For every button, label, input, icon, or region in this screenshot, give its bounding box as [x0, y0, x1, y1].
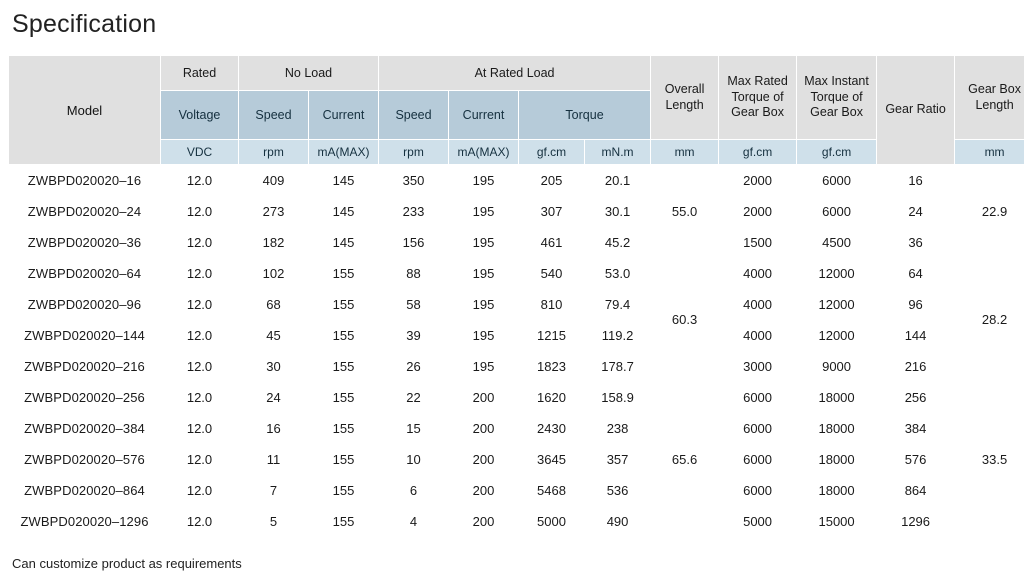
- cell-rated-load-current: 195: [449, 258, 519, 289]
- cell-torque-mnm: 158.9: [585, 382, 651, 413]
- cell-model: ZWBPD020020–1296: [9, 506, 161, 537]
- cell-rated-load-speed: 233: [379, 196, 449, 227]
- cell-torque-gfcm: 307: [519, 196, 585, 227]
- header-row-units: [9, 140, 1024, 165]
- cell-rated-load-speed: 350: [379, 165, 449, 196]
- unit-max-rated-torque: gf.cm: [719, 140, 797, 165]
- cell-max-instant-torque: 6000: [797, 196, 877, 227]
- table-row: [9, 382, 1024, 413]
- table-row: [9, 258, 1024, 289]
- table-body: [9, 165, 1024, 537]
- cell-max-instant-torque: 15000: [797, 506, 877, 537]
- cell-no-load-speed: 102: [239, 258, 309, 289]
- cell-rated-load-current: 200: [449, 506, 519, 537]
- header-no-load: No Load: [239, 56, 379, 91]
- cell-model: ZWBPD020020–256: [9, 382, 161, 413]
- unit-max-instant-torque: gf.cm: [797, 140, 877, 165]
- unit-rated-load-current: mA(MAX): [449, 140, 519, 165]
- cell-max-rated-torque: 4000: [719, 320, 797, 351]
- cell-rated-load-speed: 156: [379, 227, 449, 258]
- cell-rated-load-speed: 39: [379, 320, 449, 351]
- table-row: [9, 506, 1024, 537]
- cell-no-load-speed: 5: [239, 506, 309, 537]
- cell-torque-gfcm: 540: [519, 258, 585, 289]
- cell-voltage: 12.0: [161, 196, 239, 227]
- cell-torque-gfcm: 5000: [519, 506, 585, 537]
- cell-no-load-current: 155: [309, 289, 379, 320]
- cell-max-rated-torque: 3000: [719, 351, 797, 382]
- cell-model: ZWBPD020020–96: [9, 289, 161, 320]
- header-no-load-current: Current: [309, 91, 379, 140]
- cell-max-instant-torque: 18000: [797, 413, 877, 444]
- cell-overall-length: 55.0: [651, 165, 719, 258]
- cell-gear-ratio: 384: [877, 413, 955, 444]
- unit-voltage: VDC: [161, 140, 239, 165]
- cell-model: ZWBPD020020–576: [9, 444, 161, 475]
- cell-gear-ratio: 16: [877, 165, 955, 196]
- cell-gear-ratio: 144: [877, 320, 955, 351]
- cell-no-load-current: 155: [309, 444, 379, 475]
- cell-model: ZWBPD020020–16: [9, 165, 161, 196]
- cell-voltage: 12.0: [161, 382, 239, 413]
- cell-max-instant-torque: 18000: [797, 382, 877, 413]
- cell-torque-gfcm: 1215: [519, 320, 585, 351]
- cell-max-instant-torque: 4500: [797, 227, 877, 258]
- cell-torque-mnm: 119.2: [585, 320, 651, 351]
- specification-table: [8, 55, 1024, 537]
- cell-rated-load-current: 195: [449, 320, 519, 351]
- cell-torque-mnm: 178.7: [585, 351, 651, 382]
- cell-max-rated-torque: 6000: [719, 382, 797, 413]
- cell-gear-ratio: 216: [877, 351, 955, 382]
- table-row: [9, 196, 1024, 227]
- cell-gear-ratio: 64: [877, 258, 955, 289]
- unit-no-load-current: mA(MAX): [309, 140, 379, 165]
- unit-no-load-speed: rpm: [239, 140, 309, 165]
- cell-rated-load-speed: 10: [379, 444, 449, 475]
- cell-max-rated-torque: 6000: [719, 413, 797, 444]
- cell-model: ZWBPD020020–144: [9, 320, 161, 351]
- footnote: Can customize product as requirements: [12, 556, 242, 571]
- cell-rated-load-speed: 22: [379, 382, 449, 413]
- cell-rated-load-current: 195: [449, 351, 519, 382]
- table-row: [9, 413, 1024, 444]
- cell-overall-length: 60.3: [651, 258, 719, 382]
- cell-rated-load-current: 195: [449, 289, 519, 320]
- cell-no-load-current: 145: [309, 196, 379, 227]
- cell-gear-box-length: 22.9: [955, 165, 1024, 258]
- cell-no-load-speed: 45: [239, 320, 309, 351]
- page-title: Specification: [12, 10, 157, 38]
- cell-no-load-speed: 273: [239, 196, 309, 227]
- header-voltage: Voltage: [161, 91, 239, 140]
- header-max-instant-torque: Max Instant Torque of Gear Box: [797, 56, 877, 140]
- cell-max-rated-torque: 6000: [719, 444, 797, 475]
- cell-no-load-speed: 24: [239, 382, 309, 413]
- cell-no-load-current: 155: [309, 475, 379, 506]
- header-model: Model: [9, 56, 161, 165]
- cell-no-load-speed: 7: [239, 475, 309, 506]
- cell-torque-mnm: 238: [585, 413, 651, 444]
- cell-torque-gfcm: 205: [519, 165, 585, 196]
- unit-gear-box-length: mm: [955, 140, 1024, 165]
- cell-torque-mnm: 20.1: [585, 165, 651, 196]
- table-row: [9, 444, 1024, 475]
- header-rated: Rated: [161, 56, 239, 91]
- cell-model: ZWBPD020020–384: [9, 413, 161, 444]
- cell-no-load-speed: 11: [239, 444, 309, 475]
- cell-max-rated-torque: 6000: [719, 475, 797, 506]
- unit-torque-gfcm: gf.cm: [519, 140, 585, 165]
- cell-gear-ratio: 96: [877, 289, 955, 320]
- cell-voltage: 12.0: [161, 475, 239, 506]
- cell-torque-gfcm: 1823: [519, 351, 585, 382]
- cell-gear-ratio: 1296: [877, 506, 955, 537]
- cell-voltage: 12.0: [161, 320, 239, 351]
- cell-rated-load-current: 195: [449, 196, 519, 227]
- cell-voltage: 12.0: [161, 351, 239, 382]
- cell-rated-load-speed: 15: [379, 413, 449, 444]
- header-overall-length: Overall Length: [651, 56, 719, 140]
- table-row: [9, 351, 1024, 382]
- cell-torque-mnm: 357: [585, 444, 651, 475]
- cell-max-instant-torque: 12000: [797, 289, 877, 320]
- cell-model: ZWBPD020020–64: [9, 258, 161, 289]
- header-at-rated-load: At Rated Load: [379, 56, 651, 91]
- cell-rated-load-speed: 58: [379, 289, 449, 320]
- cell-no-load-current: 155: [309, 506, 379, 537]
- cell-torque-gfcm: 2430: [519, 413, 585, 444]
- cell-no-load-speed: 30: [239, 351, 309, 382]
- cell-no-load-speed: 182: [239, 227, 309, 258]
- cell-model: ZWBPD020020–216: [9, 351, 161, 382]
- cell-no-load-current: 145: [309, 165, 379, 196]
- table-row: [9, 475, 1024, 506]
- cell-no-load-current: 155: [309, 320, 379, 351]
- cell-rated-load-speed: 6: [379, 475, 449, 506]
- cell-gear-ratio: 864: [877, 475, 955, 506]
- header-rated-load-speed: Speed: [379, 91, 449, 140]
- cell-gear-ratio: 576: [877, 444, 955, 475]
- cell-rated-load-speed: 26: [379, 351, 449, 382]
- header-torque: Torque: [519, 91, 651, 140]
- cell-rated-load-current: 195: [449, 227, 519, 258]
- header-max-rated-torque: Max Rated Torque of Gear Box: [719, 56, 797, 140]
- cell-model: ZWBPD020020–864: [9, 475, 161, 506]
- cell-gear-ratio: 24: [877, 196, 955, 227]
- cell-torque-gfcm: 810: [519, 289, 585, 320]
- cell-gear-box-length: 28.2: [955, 258, 1024, 382]
- cell-no-load-current: 155: [309, 382, 379, 413]
- cell-torque-gfcm: 5468: [519, 475, 585, 506]
- cell-max-instant-torque: 6000: [797, 165, 877, 196]
- cell-voltage: 12.0: [161, 258, 239, 289]
- cell-voltage: 12.0: [161, 413, 239, 444]
- unit-rated-load-speed: rpm: [379, 140, 449, 165]
- cell-torque-mnm: 79.4: [585, 289, 651, 320]
- cell-no-load-speed: 16: [239, 413, 309, 444]
- cell-torque-mnm: 53.0: [585, 258, 651, 289]
- cell-torque-mnm: 30.1: [585, 196, 651, 227]
- cell-max-instant-torque: 18000: [797, 475, 877, 506]
- cell-rated-load-current: 200: [449, 382, 519, 413]
- table-row: [9, 165, 1024, 196]
- cell-voltage: 12.0: [161, 289, 239, 320]
- cell-rated-load-speed: 4: [379, 506, 449, 537]
- cell-no-load-speed: 409: [239, 165, 309, 196]
- table-row: [9, 320, 1024, 351]
- cell-gear-ratio: 36: [877, 227, 955, 258]
- table-row: [9, 289, 1024, 320]
- cell-rated-load-current: 200: [449, 475, 519, 506]
- header-no-load-speed: Speed: [239, 91, 309, 140]
- cell-max-rated-torque: 4000: [719, 289, 797, 320]
- header-row-1: [9, 56, 1024, 91]
- header-gear-box-length: Gear Box Length: [955, 56, 1024, 140]
- cell-voltage: 12.0: [161, 506, 239, 537]
- table-row: [9, 227, 1024, 258]
- cell-voltage: 12.0: [161, 227, 239, 258]
- cell-torque-gfcm: 461: [519, 227, 585, 258]
- cell-max-rated-torque: 4000: [719, 258, 797, 289]
- cell-rated-load-speed: 88: [379, 258, 449, 289]
- cell-max-instant-torque: 18000: [797, 444, 877, 475]
- cell-overall-length: 65.6: [651, 382, 719, 537]
- cell-max-rated-torque: 5000: [719, 506, 797, 537]
- cell-no-load-current: 155: [309, 413, 379, 444]
- cell-max-instant-torque: 9000: [797, 351, 877, 382]
- cell-max-instant-torque: 12000: [797, 320, 877, 351]
- cell-torque-mnm: 45.2: [585, 227, 651, 258]
- cell-max-rated-torque: 2000: [719, 165, 797, 196]
- cell-torque-mnm: 536: [585, 475, 651, 506]
- cell-no-load-speed: 68: [239, 289, 309, 320]
- cell-max-rated-torque: 2000: [719, 196, 797, 227]
- cell-torque-gfcm: 3645: [519, 444, 585, 475]
- specification-table-container: [8, 55, 1021, 537]
- cell-rated-load-current: 195: [449, 165, 519, 196]
- table-header: [9, 56, 1024, 165]
- cell-max-rated-torque: 1500: [719, 227, 797, 258]
- unit-torque-mnm: mN.m: [585, 140, 651, 165]
- cell-rated-load-current: 200: [449, 413, 519, 444]
- unit-overall-length: mm: [651, 140, 719, 165]
- cell-rated-load-current: 200: [449, 444, 519, 475]
- cell-no-load-current: 145: [309, 227, 379, 258]
- header-gear-ratio: Gear Ratio: [877, 56, 955, 165]
- cell-max-instant-torque: 12000: [797, 258, 877, 289]
- cell-gear-ratio: 256: [877, 382, 955, 413]
- cell-no-load-current: 155: [309, 351, 379, 382]
- cell-torque-mnm: 490: [585, 506, 651, 537]
- header-rated-load-current: Current: [449, 91, 519, 140]
- cell-no-load-current: 155: [309, 258, 379, 289]
- cell-model: ZWBPD020020–36: [9, 227, 161, 258]
- cell-voltage: 12.0: [161, 444, 239, 475]
- cell-torque-gfcm: 1620: [519, 382, 585, 413]
- cell-model: ZWBPD020020–24: [9, 196, 161, 227]
- cell-voltage: 12.0: [161, 165, 239, 196]
- cell-gear-box-length: 33.5: [955, 382, 1024, 537]
